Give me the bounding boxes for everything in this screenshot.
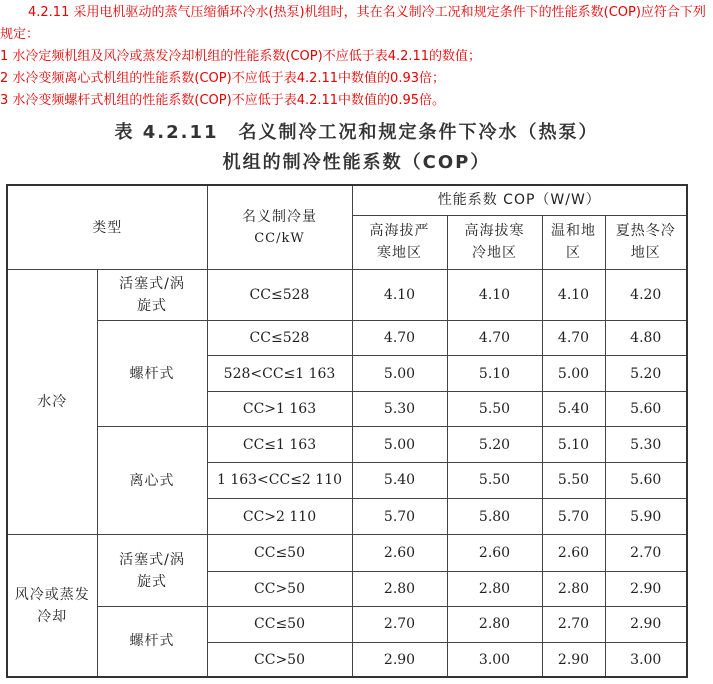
header-type: 类型 [7, 185, 207, 270]
header-capacity-line-2: CC/kW [254, 230, 305, 246]
cop-cell: 2.90 [605, 571, 687, 606]
cop-cell: 4.10 [352, 270, 447, 320]
zone-label-line-1: 夏热冬冷 [615, 223, 676, 240]
header-row-1 [7, 185, 687, 215]
intro-line-3: 3 水冷变频螺杆式机组的性能系数(COP)不应低于表4.2.11中数值的0.95倍。 [0, 93, 445, 108]
capacity-cell: CC≤50 [207, 535, 352, 571]
cop-cell: 4.20 [605, 270, 687, 320]
capacity-cell: CC≤528 [207, 270, 352, 320]
cop-cell: 3.00 [447, 643, 542, 677]
cop-cell: 4.80 [605, 320, 687, 355]
cop-cell: 5.00 [352, 355, 447, 391]
zone-label-line-1: 高海拔寒 [464, 223, 525, 240]
cop-cell: 4.70 [447, 320, 542, 355]
capacity-cell: CC>1 163 [207, 392, 352, 427]
subtype-screw: 螺杆式 [97, 320, 207, 427]
cop-cell: 4.70 [352, 320, 447, 355]
group-label-line-1: 风冷或蒸发 [14, 586, 90, 603]
cop-cell: 5.10 [542, 427, 605, 462]
cop-cell: 3.00 [605, 643, 687, 677]
cop-cell: 4.10 [447, 270, 542, 320]
group-label-line-2: 冷却 [37, 608, 68, 625]
subtype-label-line-2: 旋式 [137, 297, 167, 314]
cop-cell: 5.20 [605, 355, 687, 391]
cop-cell: 2.70 [605, 535, 687, 571]
cop-cell: 5.50 [447, 462, 542, 498]
zone-label-line-1: 高海拔严 [369, 223, 430, 240]
intro-line-2: 2 水冷变频离心式机组的性能系数(COP)不应低于表4.2.11中数值的0.93倍； [0, 71, 445, 86]
cop-cell: 2.80 [542, 571, 605, 606]
zone-label-line-2: 冷地区 [472, 245, 517, 262]
cop-cell: 5.00 [352, 427, 447, 462]
cop-cell: 5.70 [352, 498, 447, 534]
cop-cell: 2.90 [352, 643, 447, 677]
cop-cell: 4.70 [542, 320, 605, 355]
zone-label-line-2: 区 [566, 245, 581, 262]
subtype-piston-scroll [97, 270, 207, 320]
capacity-cell: CC≤50 [207, 606, 352, 642]
cop-cell: 2.70 [352, 606, 447, 642]
intro-line-0: 4.2.11 采用电机驱动的蒸气压缩循环冷水(热泵)机组时，其在名义制冷工况和规定条件下的性能系数(COP)应符合下列规定： [0, 5, 706, 42]
table-row [7, 320, 687, 355]
capacity-cell: 528<CC≤1 163 [207, 355, 352, 391]
group-air-evap-cooled [7, 535, 97, 677]
cop-table [6, 184, 688, 678]
cop-cell: 2.70 [542, 606, 605, 642]
subtype-air-screw: 螺杆式 [97, 606, 207, 677]
cop-cell: 5.60 [605, 392, 687, 427]
capacity-cell: 1 163<CC≤2 110 [207, 462, 352, 498]
subtype-label-line-2: 旋式 [137, 573, 167, 590]
cop-cell: 4.10 [542, 270, 605, 320]
cop-cell: 5.60 [605, 462, 687, 498]
intro-line-1: 1 水冷定频机组及风冷或蒸发冷却机组的性能系数(COP)不应低于表4.2.11的数值； [0, 49, 482, 64]
cop-cell: 2.90 [542, 643, 605, 677]
table-row [7, 427, 687, 462]
header-capacity [207, 185, 352, 270]
cop-cell: 2.60 [542, 535, 605, 571]
header-zone-mild [542, 215, 605, 269]
table-title-line-1: 表 4.2.11 名义制冷工况和规定条件下冷水（热泵） [114, 122, 599, 143]
cop-cell: 2.90 [605, 606, 687, 642]
header-capacity-line-1: 名义制冷量 [242, 208, 317, 225]
table-row [7, 535, 687, 571]
cop-cell: 5.90 [605, 498, 687, 534]
table-row [7, 606, 687, 642]
header-zone-high-cold [352, 215, 447, 269]
cop-cell: 2.60 [447, 535, 542, 571]
header-zone-high-cool [447, 215, 542, 269]
cop-cell: 5.40 [542, 392, 605, 427]
subtype-label-line-1: 活塞式/涡 [119, 551, 185, 568]
capacity-cell: CC>50 [207, 571, 352, 606]
capacity-cell: CC≤528 [207, 320, 352, 355]
cop-cell: 5.40 [352, 462, 447, 498]
subtype-centrifugal: 离心式 [97, 427, 207, 535]
header-zone-hot-summer [605, 215, 687, 269]
zone-label-line-1: 温和地 [551, 223, 596, 240]
cop-cell: 2.80 [352, 571, 447, 606]
cop-cell: 2.60 [352, 535, 447, 571]
subtype-label-line-1: 活塞式/涡 [119, 275, 185, 292]
group-water-cooled: 水冷 [7, 270, 97, 535]
intro-text [0, 2, 713, 112]
cop-cell: 5.20 [447, 427, 542, 462]
cop-cell: 5.00 [542, 355, 605, 391]
capacity-cell: CC≤1 163 [207, 427, 352, 462]
cop-cell: 5.80 [447, 498, 542, 534]
cop-cell: 5.30 [352, 392, 447, 427]
cop-cell: 5.70 [542, 498, 605, 534]
zone-label-line-2: 寒地区 [377, 245, 422, 262]
zone-label-line-2: 地区 [630, 245, 661, 262]
cop-cell: 5.30 [605, 427, 687, 462]
subtype-air-piston-scroll [97, 535, 207, 607]
cop-cell: 5.50 [447, 392, 542, 427]
header-cop: 性能系数 COP（W/W） [352, 185, 687, 215]
cop-cell: 2.80 [447, 606, 542, 642]
capacity-cell: CC>2 110 [207, 498, 352, 534]
cop-cell: 5.10 [447, 355, 542, 391]
cop-cell: 2.80 [447, 571, 542, 606]
table-row [7, 270, 687, 320]
capacity-cell: CC>50 [207, 643, 352, 677]
cop-cell: 5.50 [542, 462, 605, 498]
table-title-line-2: 机组的制冷性能系数（COP） [222, 152, 491, 173]
